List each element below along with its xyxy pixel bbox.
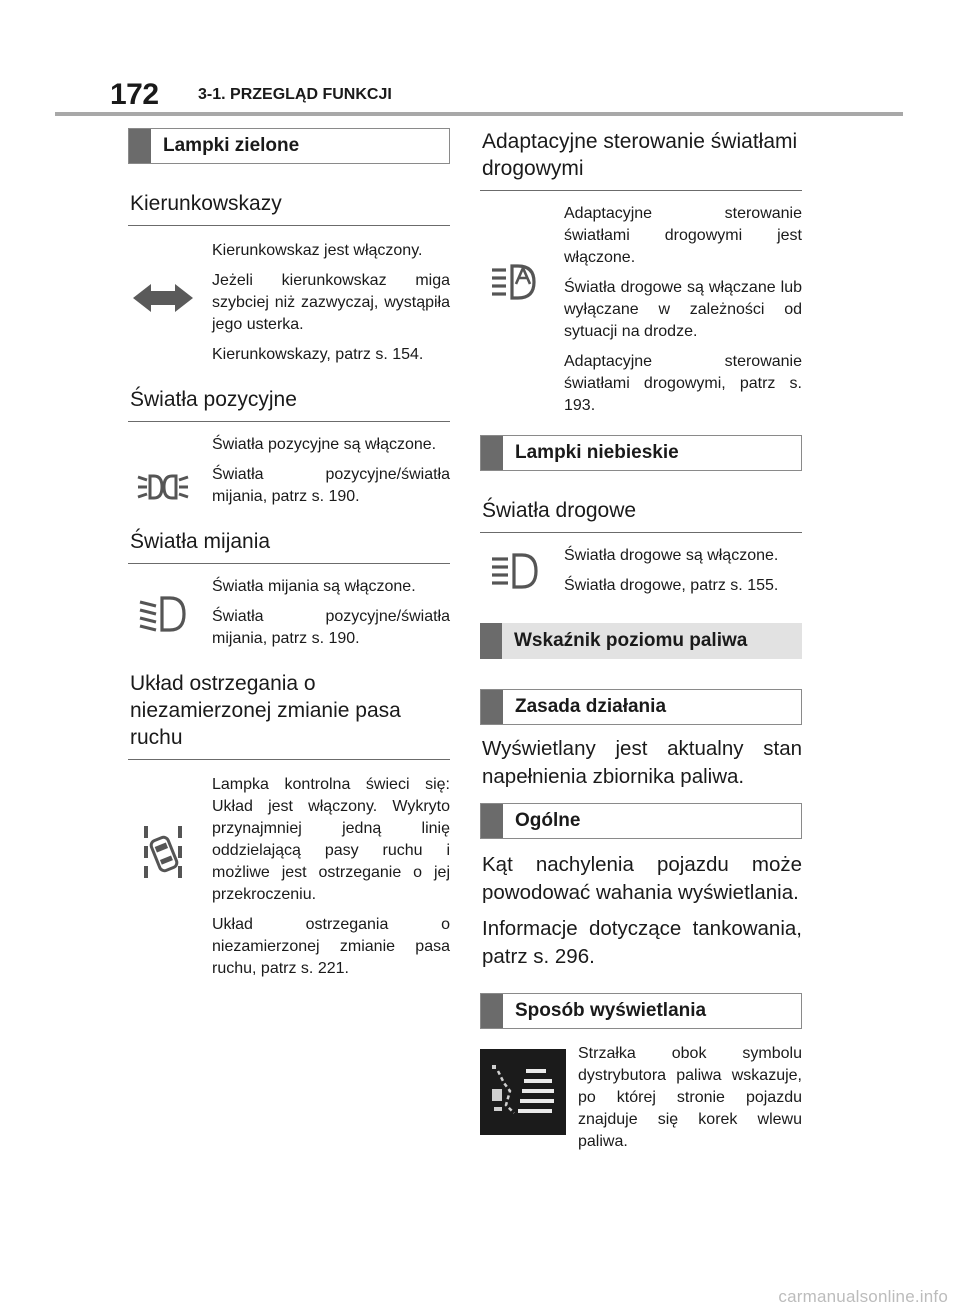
general-paragraph-2: Informacje dotyczące tankowania, patrz s. 296. [482, 917, 802, 968]
turn-text-1: Kierunkowskaz jest włączony. [212, 242, 423, 259]
adaptive-text-1: Adaptacyjne sterowanie światłami drogowymi jest włączone. [564, 205, 802, 266]
heading-label: Zasada działania [515, 696, 667, 717]
entry-lane-departure [128, 774, 450, 980]
section-heading-label: Wskaźnik poziomu paliwa [514, 630, 748, 651]
left-column [128, 128, 450, 980]
heading-principle [480, 689, 802, 725]
turn-text-3: Kierunkowskazy, patrz s. 154. [212, 346, 424, 363]
subheading-lane-departure: Układ ostrzegania o niezamierzonej zmianie pasa ruchu [128, 666, 450, 760]
heading-label: Sposób wyświetlania [515, 1000, 707, 1021]
entry-high-beam [480, 545, 802, 597]
header-rule [55, 112, 903, 116]
section-heading-label: Lampki zielone [163, 135, 300, 156]
section-heading-label: Lampki niebieskie [515, 442, 679, 463]
subheading-high-beam: Światła drogowe [480, 493, 802, 533]
principle-paragraph: Wyświetlany jest aktualny stan napełnienia zbiornika paliwa. [482, 737, 802, 788]
lane-text-1: Lampka kontrolna świeci się: Układ jest włączony. Wykryto przynajmniej jedną linię oddzielającą pasy ruchu i możliwe jest ostrzeganie o jej przekroczeniu. [212, 776, 450, 903]
entry-display-method [480, 1043, 802, 1153]
entry-low-beam [128, 576, 450, 650]
high-beam-icon [480, 545, 550, 597]
watermark: carmanualsonline.info [778, 1287, 948, 1306]
section-heading-blue-lamps [480, 435, 802, 471]
subheading-turn-signals: Kierunkowskazy [128, 186, 450, 226]
entry-position-lights [128, 434, 450, 508]
heading-general [480, 803, 802, 839]
adaptive-text-3: Adaptacyjne sterowanie światłami drogowymi, patrz s. 193. [564, 353, 802, 414]
position-text-2: Światła pozycyjne/światła mijania, patrz s. 190. [212, 466, 450, 505]
display-text: Strzałka obok symbolu dystrybutora paliwa wskazuje, po której stronie pojazdu znajduje się korek wlewu paliwa. [578, 1045, 802, 1150]
section-heading-green-lamps [128, 128, 450, 164]
adaptive-text-2: Światła drogowe są włączane lub wyłączane w zależności od sytuacji na drodze. [564, 279, 802, 340]
lane-departure-icon [128, 822, 198, 882]
turn-signal-arrows-icon [128, 272, 198, 324]
subheading-position-lights: Światła pozycyjne [128, 382, 450, 422]
general-paragraph-1: Kąt nachylenia pojazdu może powodować wahania wyświetlania. [482, 853, 802, 904]
lane-text-2: Układ ostrzegania o niezamierzonej zmianie pasa ruchu, patrz s. 221. [212, 916, 450, 977]
section-heading-fuel-gauge [480, 623, 802, 659]
right-column [480, 128, 802, 1153]
entry-adaptive-high-beam [480, 203, 802, 417]
subheading-low-beam: Światła mijania [128, 524, 450, 564]
fuel-gauge-display-icon [480, 1049, 566, 1135]
principle-text [480, 735, 802, 791]
chapter-title: 3-1. PRZEGLĄD FUNKCJI [198, 86, 392, 103]
page-number: 172 [110, 78, 159, 111]
general-text [480, 851, 802, 971]
low-text-2: Światła pozycyjne/światła mijania, patrz s. 190. [212, 608, 450, 647]
low-text-1: Światła mijania są włączone. [212, 578, 416, 595]
heading-display-method [480, 993, 802, 1029]
entry-turn-signals [128, 240, 450, 366]
position-text-1: Światła pozycyjne są włączone. [212, 436, 437, 453]
adaptive-high-beam-icon [480, 251, 550, 307]
position-lights-icon [128, 462, 198, 512]
low-beam-icon [128, 588, 198, 640]
subheading-adaptive-high-beam: Adaptacyjne sterowanie światłami drogowymi [480, 128, 802, 191]
heading-label: Ogólne [515, 810, 581, 831]
high-text-2: Światła drogowe, patrz s. 155. [564, 577, 779, 594]
high-text-1: Światła drogowe są włączone. [564, 547, 779, 564]
turn-text-2: Jeżeli kierunkowskaz miga szybciej niż zazwyczaj, wystąpiła jego usterka. [212, 272, 450, 333]
